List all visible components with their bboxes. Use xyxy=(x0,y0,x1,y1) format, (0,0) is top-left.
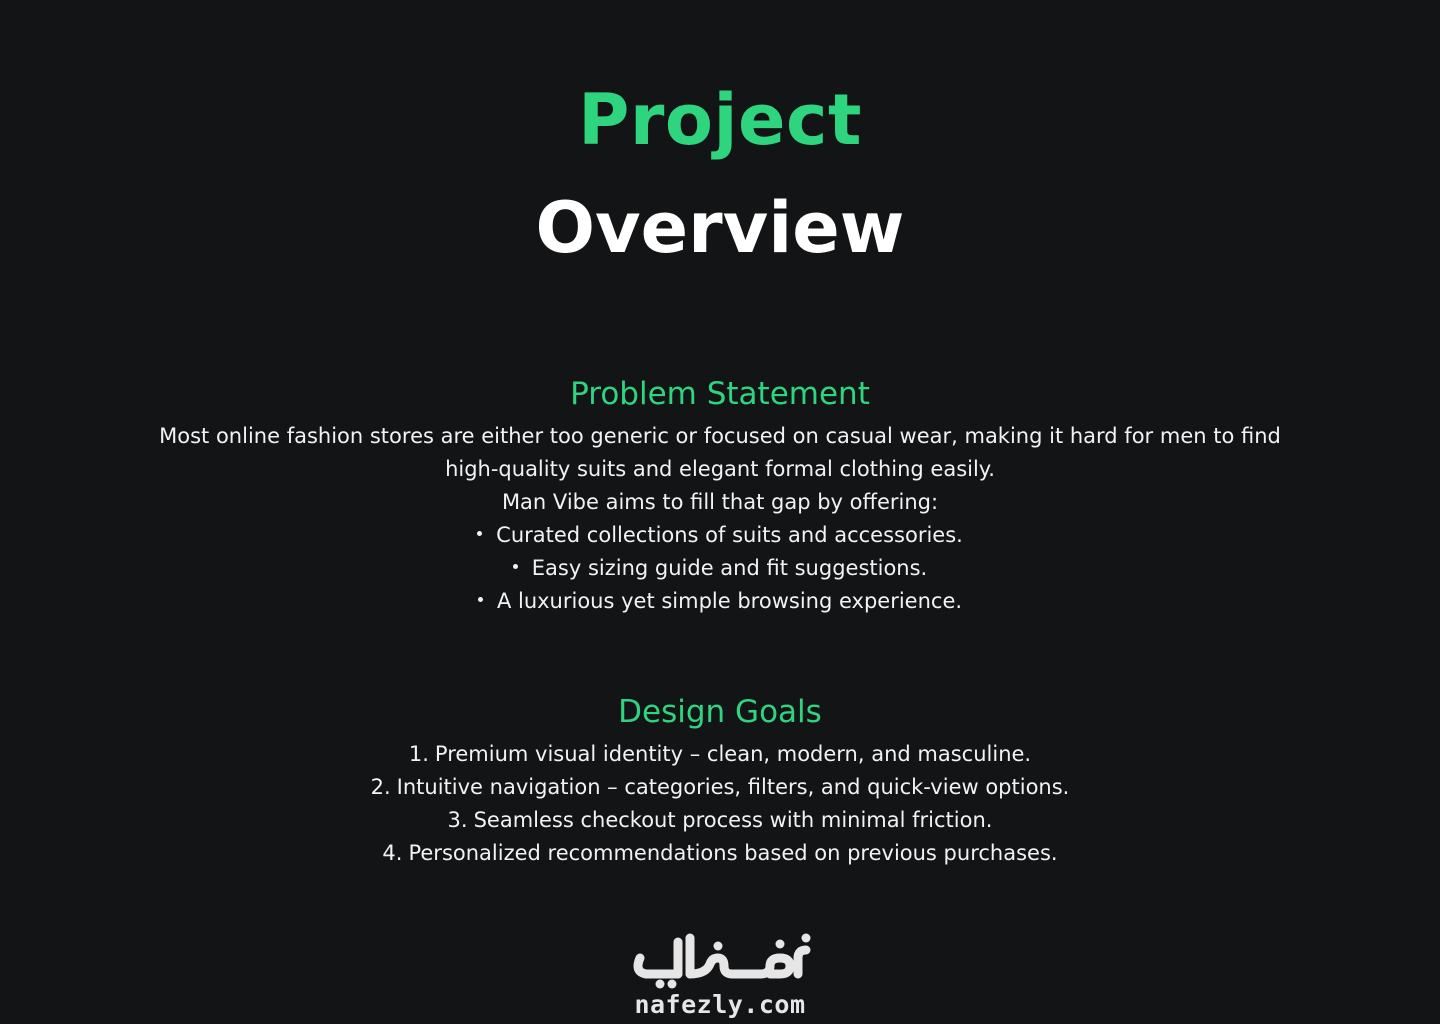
list-item xyxy=(0,804,1440,837)
logo-url: nafezly.com xyxy=(634,990,806,1019)
bullet-icon xyxy=(477,531,482,536)
list-item xyxy=(0,519,1440,552)
list-item-text: Easy sizing guide and fit suggestions. xyxy=(531,556,928,580)
list-item xyxy=(0,738,1440,771)
list-item-text: Curated collections of suits and accessories. xyxy=(496,523,963,547)
problem-line-3: Man Vibe aims to fill that gap by offering: xyxy=(501,490,939,514)
goal-text: Premium visual identity – clean, modern, and masculine. xyxy=(434,742,1032,766)
problem-statement-heading: Problem Statement xyxy=(570,376,870,412)
bullet-icon xyxy=(478,597,483,602)
design-goals-list xyxy=(0,738,1440,870)
goal-number: 2. xyxy=(370,775,391,799)
offering-list xyxy=(0,519,1440,618)
problem-line-2: high-quality suits and elegant formal clothing easily. xyxy=(445,457,995,481)
goal-number: 4. xyxy=(382,841,403,865)
page-title xyxy=(0,78,1440,270)
list-item xyxy=(0,552,1440,585)
title-accent: Project xyxy=(578,79,862,161)
design-goals-section xyxy=(0,690,1440,870)
title-main: Overview xyxy=(535,187,905,269)
goal-number: 1. xyxy=(408,742,429,766)
nafezly-arabic-wordmark-icon xyxy=(620,928,820,990)
list-item xyxy=(0,585,1440,618)
design-goals-heading: Design Goals xyxy=(618,694,822,730)
goal-number: 3. xyxy=(447,808,468,832)
goal-text: Intuitive navigation – categories, filters, and quick-view options. xyxy=(396,775,1070,799)
list-item xyxy=(0,837,1440,870)
problem-statement-section xyxy=(0,372,1440,618)
list-item xyxy=(0,771,1440,804)
list-item-text: A luxurious yet simple browsing experience. xyxy=(496,589,963,613)
problem-line-1: Most online fashion stores are either too generic or focused on casual wear, making it hard for men to find xyxy=(159,424,1281,448)
bullet-icon xyxy=(513,564,518,569)
goal-text: Personalized recommendations based on previous purchases. xyxy=(408,841,1058,865)
goal-text: Seamless checkout process with minimal friction. xyxy=(473,808,993,832)
nafezly-logo xyxy=(620,928,820,1024)
